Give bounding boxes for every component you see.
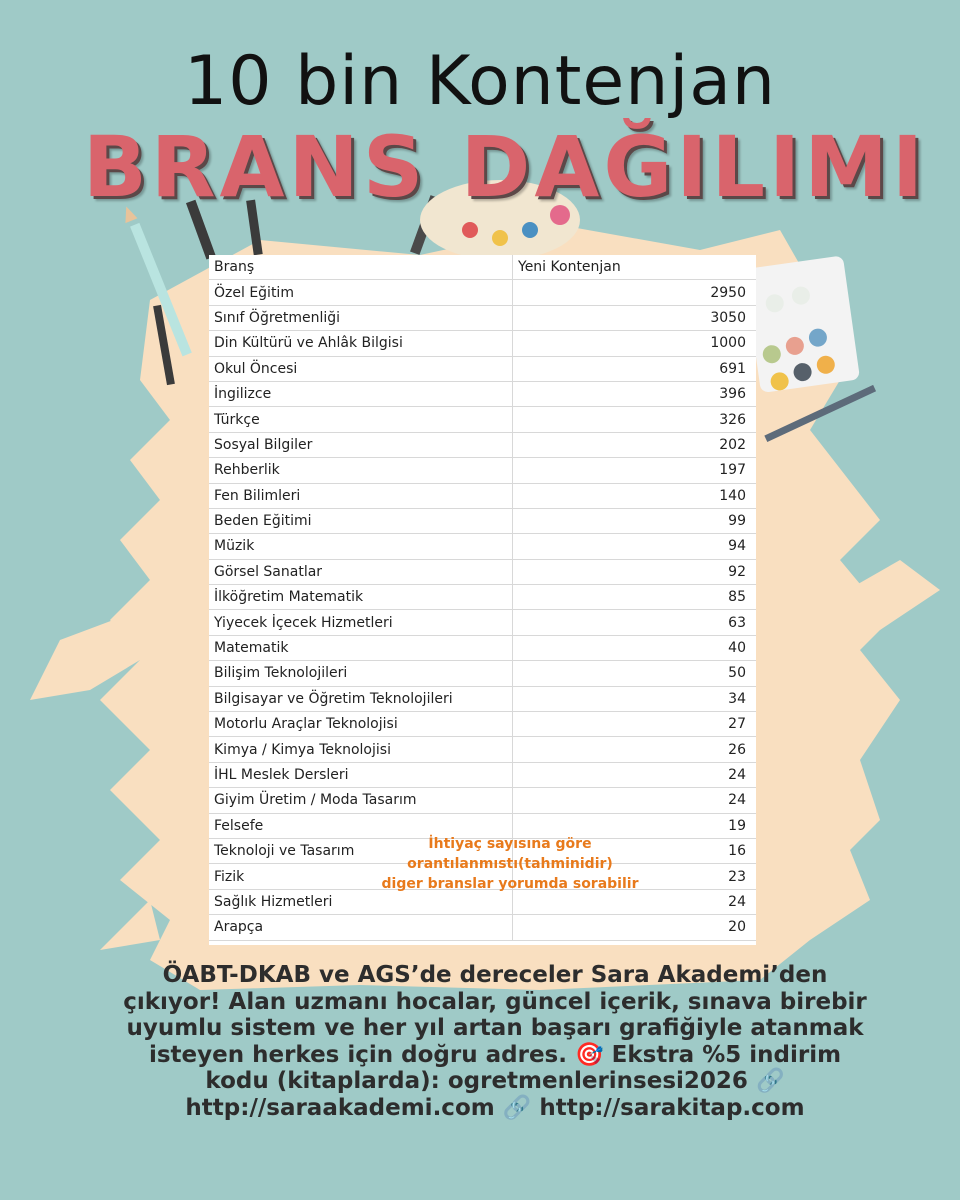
- quota-cell: 40: [513, 635, 757, 660]
- promo-line: ÖABT-DKAB ve AGS’de dereceler Sara Akademi’den: [162, 962, 828, 988]
- quota-cell: 326: [513, 407, 757, 432]
- branch-cell: Sağlık Hizmetleri: [209, 889, 513, 914]
- branch-cell: Fizik: [209, 864, 513, 889]
- table-row: [209, 661, 756, 686]
- quota-cell: 24: [513, 889, 757, 914]
- branch-cell: İlköğretim Matematik: [209, 585, 513, 610]
- note-line: İhtiyaç sayısına göre: [428, 836, 592, 852]
- table-row: [209, 407, 756, 432]
- column-header-branch: Branş: [209, 255, 513, 280]
- branch-cell: Teknoloji ve Tasarım: [209, 838, 513, 863]
- note-line: diger branslar yorumda sorabilir: [381, 876, 639, 892]
- quota-cell: 202: [513, 432, 757, 457]
- table-row: [209, 712, 756, 737]
- quota-cell: 1000: [513, 331, 757, 356]
- table-row: [209, 559, 756, 584]
- branch-cell: Yiyecek İçecek Hizmetleri: [209, 610, 513, 635]
- branch-cell: Müzik: [209, 534, 513, 559]
- table-row: [209, 432, 756, 457]
- promo-line: uyumlu sistem ve her yıl artan başarı grafiğiyle atanmak: [126, 1015, 864, 1041]
- branch-cell: Beden Eğitimi: [209, 508, 513, 533]
- table-row: [209, 788, 756, 813]
- quota-cell: 63: [513, 610, 757, 635]
- quota-cell: 27: [513, 712, 757, 737]
- column-header-quota: Yeni Kontenjan: [513, 255, 757, 280]
- quota-cell: 23: [513, 864, 757, 889]
- promo-line: isteyen herkes için doğru adres. 🎯 Ekstra %5 indirim: [148, 1041, 842, 1068]
- branch-cell: Okul Öncesi: [209, 356, 513, 381]
- quota-cell: 99: [513, 508, 757, 533]
- branch-cell: Bilgisayar ve Öğretim Teknolojileri: [209, 686, 513, 711]
- page-title: 10 bin Kontenjan: [183, 42, 777, 121]
- branch-cell: Felsefe: [209, 813, 513, 838]
- table-row: [209, 483, 756, 508]
- promo-line: http://saraakademi.com 🔗 http://sarakitap.com: [185, 1094, 805, 1121]
- annotation-note: [355, 834, 665, 894]
- quota-cell: 197: [513, 458, 757, 483]
- quota-cell: 50: [513, 661, 757, 686]
- quota-cell: 26: [513, 737, 757, 762]
- branch-cell: Bilişim Teknolojileri: [209, 661, 513, 686]
- quota-cell: 396: [513, 381, 757, 406]
- quota-cell: 92: [513, 559, 757, 584]
- table-header-row: [209, 255, 756, 280]
- branch-cell: Motorlu Araçlar Teknolojisi: [209, 712, 513, 737]
- quota-cell: 24: [513, 762, 757, 787]
- branch-cell: Fen Bilimleri: [209, 483, 513, 508]
- branch-cell: İHL Meslek Dersleri: [209, 762, 513, 787]
- table-row: [209, 458, 756, 483]
- quota-cell: 24: [513, 788, 757, 813]
- promo-line: kodu (kitaplarda): ogretmenlerinsesi2026 🔗: [205, 1068, 785, 1094]
- branch-cell: Türkçe: [209, 407, 513, 432]
- table-row: [209, 762, 756, 787]
- quota-cell: 85: [513, 585, 757, 610]
- branch-cell: Matematik: [209, 635, 513, 660]
- table-row: [209, 610, 756, 635]
- table-row: [209, 280, 756, 305]
- quota-cell: 691: [513, 356, 757, 381]
- branch-cell: Kimya / Kimya Teknolojisi: [209, 737, 513, 762]
- promo-text: [100, 962, 890, 1121]
- branch-cell: Din Kültürü ve Ahlâk Bilgisi: [209, 331, 513, 356]
- quota-cell: 34: [513, 686, 757, 711]
- quota-cell: 94: [513, 534, 757, 559]
- promo-line: çıkıyor! Alan uzmanı hocalar, güncel içerik, sınava birebir: [123, 988, 867, 1015]
- table-row: [209, 635, 756, 660]
- branch-cell: Görsel Sanatlar: [209, 559, 513, 584]
- table-row: [209, 331, 756, 356]
- table-row: [209, 585, 756, 610]
- table-row: [209, 305, 756, 330]
- note-line: orantılanmıstı(tahminidir): [407, 856, 613, 872]
- table-row: [209, 534, 756, 559]
- page-subtitle: BRANS DAĞILIMI: [82, 118, 928, 216]
- table-row: [209, 915, 756, 940]
- table-row: [209, 686, 756, 711]
- quota-cell: 3050: [513, 305, 757, 330]
- branch-cell: Arapça: [209, 915, 513, 940]
- branch-cell: Sınıf Öğretmenliği: [209, 305, 513, 330]
- branch-cell: Giyim Üretim / Moda Tasarım: [209, 788, 513, 813]
- table-row: [209, 737, 756, 762]
- quota-cell: 16: [513, 838, 757, 863]
- quota-cell: 2950: [513, 280, 757, 305]
- table-row: [209, 356, 756, 381]
- quota-cell: 20: [513, 915, 757, 940]
- table-row: [209, 508, 756, 533]
- table-row: [209, 381, 756, 406]
- quota-cell: 19: [513, 813, 757, 838]
- branch-cell: İngilizce: [209, 381, 513, 406]
- branch-cell: Rehberlik: [209, 458, 513, 483]
- branch-cell: Sosyal Bilgiler: [209, 432, 513, 457]
- branch-cell: Özel Eğitim: [209, 280, 513, 305]
- quota-cell: 140: [513, 483, 757, 508]
